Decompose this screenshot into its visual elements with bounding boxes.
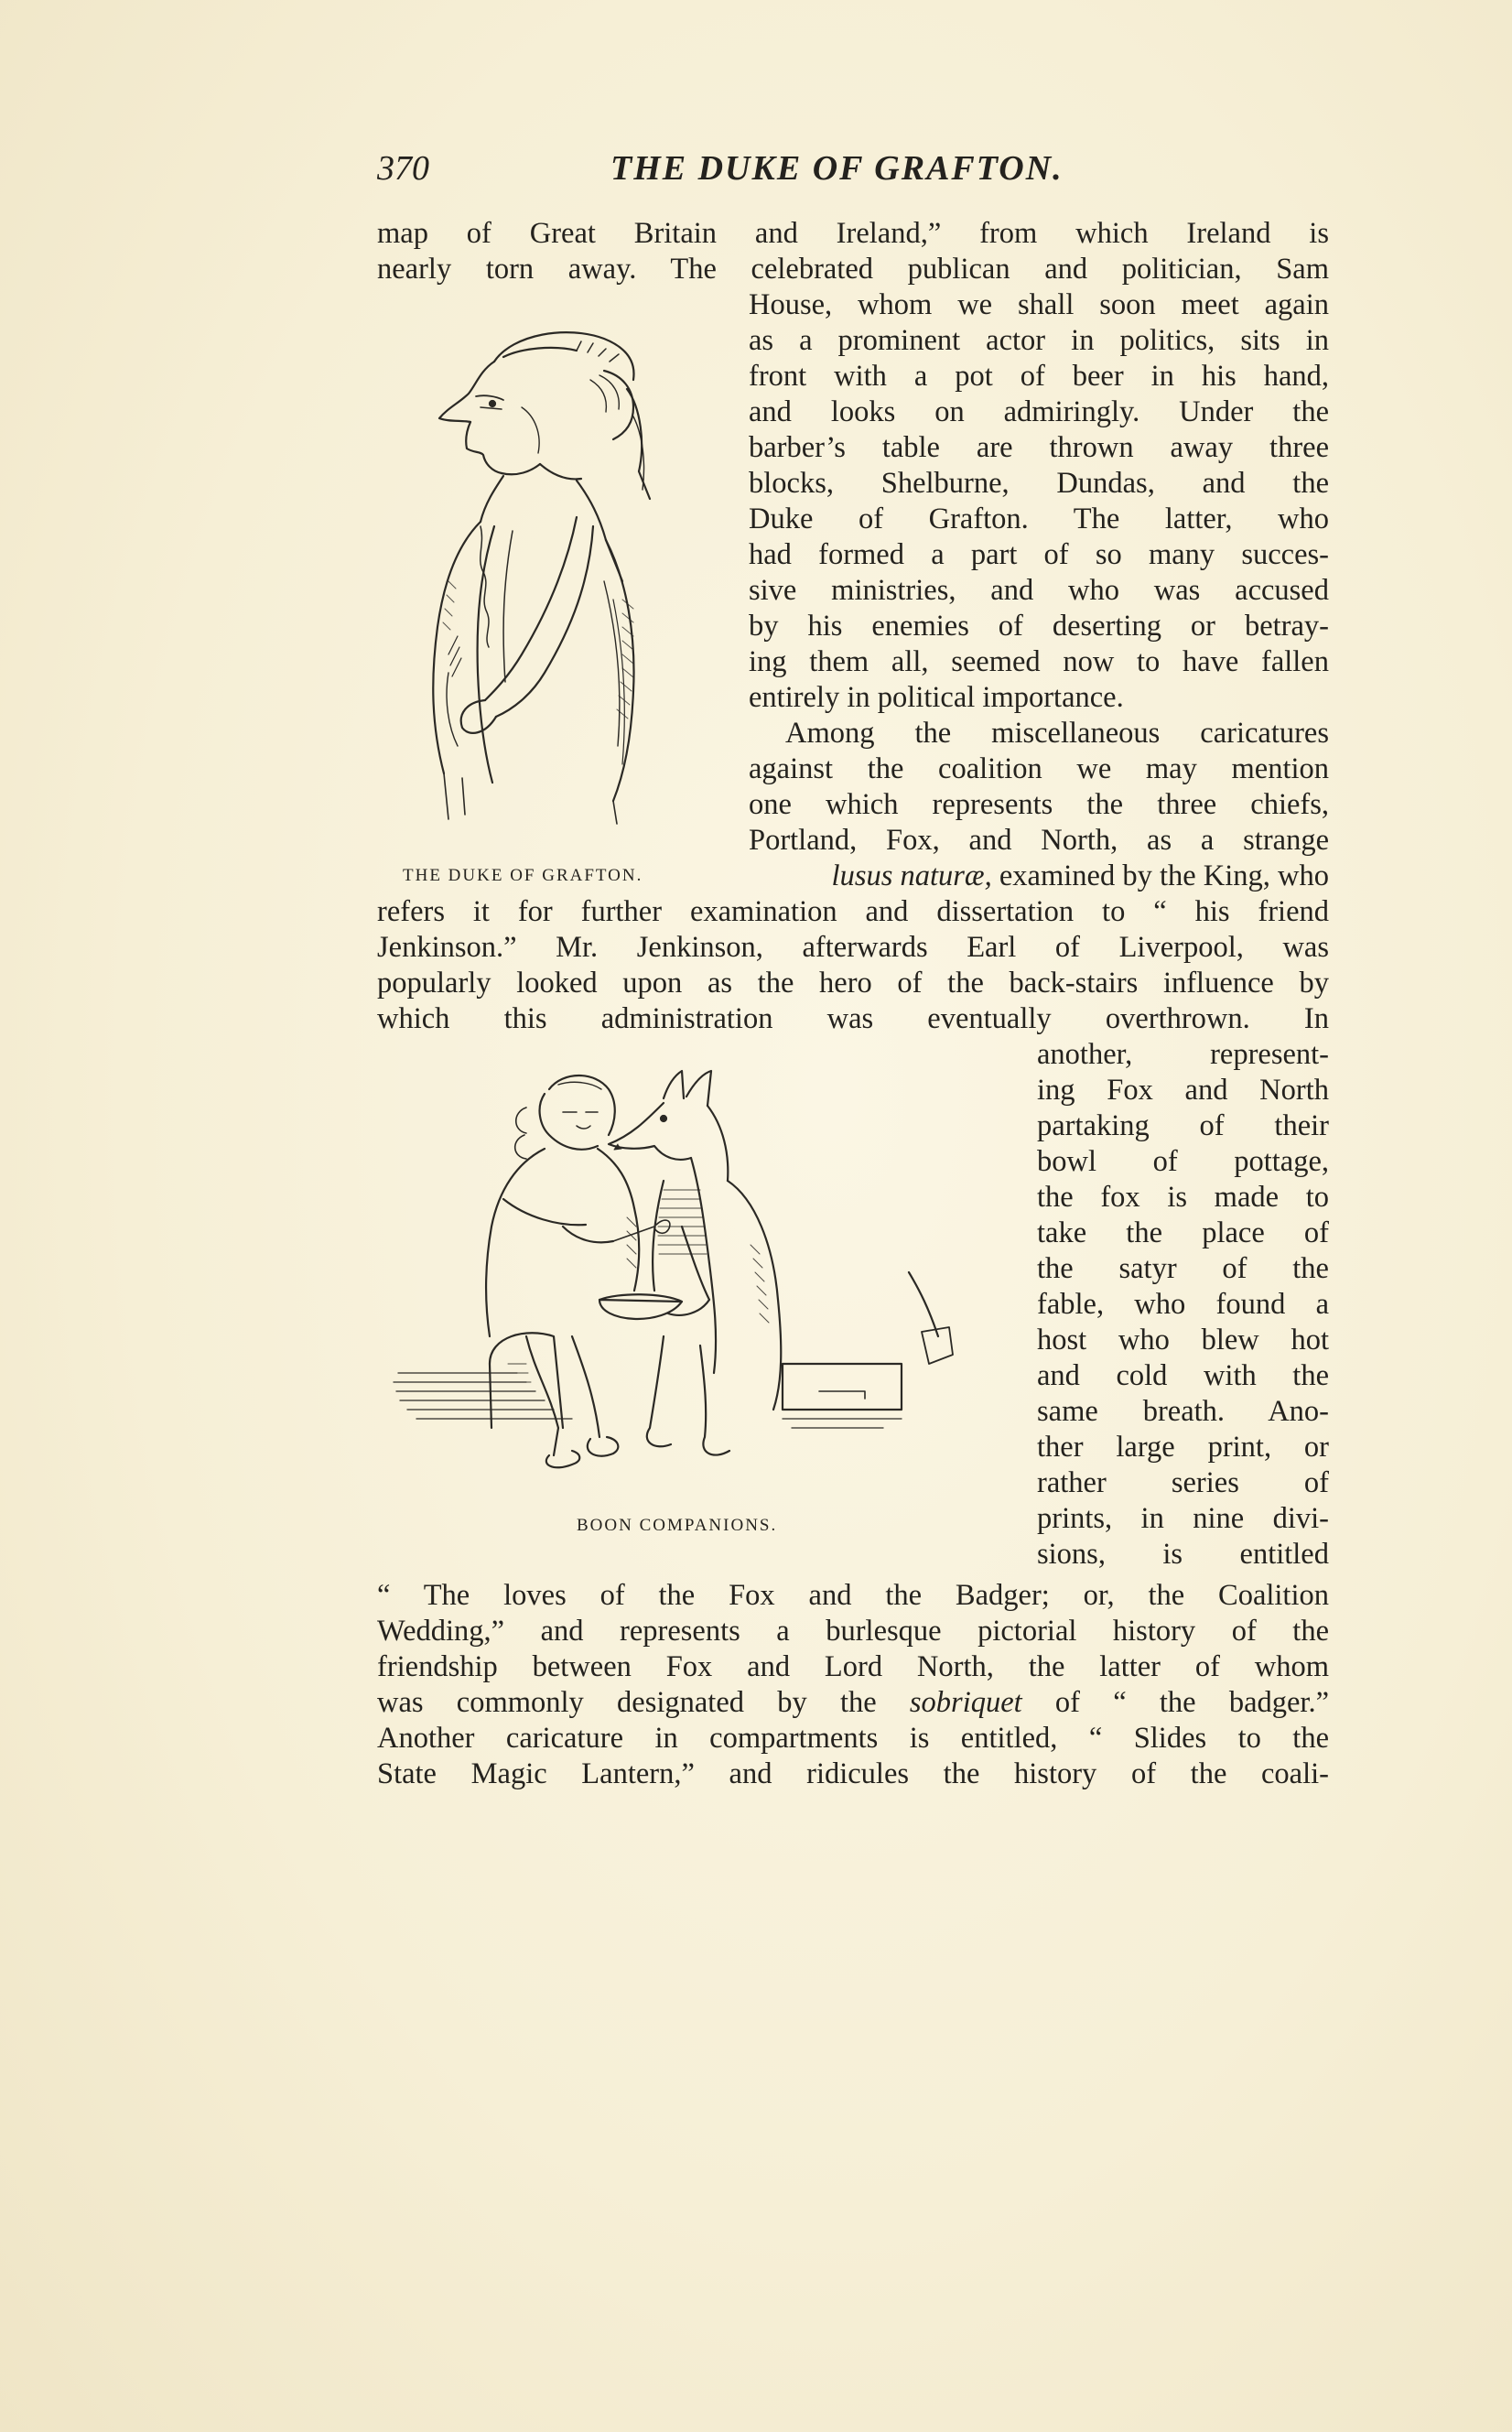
text-line: sions, is entitled	[1037, 1538, 1329, 1571]
text-line: Duke of Grafton. The latter, who	[749, 503, 1329, 535]
text-line: rather series of	[1037, 1466, 1329, 1499]
figure-caption-duke: THE DUKE OF GRAFTON.	[403, 866, 643, 885]
text-line: Wedding,” and represents a burlesque pictorial history of the	[377, 1615, 1329, 1648]
text-line: blocks, Shelburne, Dundas, and the	[749, 467, 1329, 500]
text-line: as a prominent actor in politics, sits in	[749, 324, 1329, 357]
text-line: one which represents the three chiefs,	[749, 788, 1329, 821]
text-line: entirely in political importance.	[749, 681, 1124, 714]
boon-companions-illustration	[389, 1062, 993, 1474]
page-header	[377, 148, 1329, 194]
text-line: and looks on admiringly. Under the	[749, 395, 1329, 428]
page-number: 370	[377, 149, 429, 188]
text-line: was commonly designated by the sobriquet of “ the badger.”	[377, 1686, 1329, 1719]
text-line: House, whom we shall soon meet again	[749, 288, 1329, 321]
text-line: which this administration was eventually overthrown. In	[377, 1002, 1329, 1035]
text-line: take the place of	[1037, 1216, 1329, 1249]
text-line: Among the miscellaneous caricatures	[785, 717, 1329, 750]
text-line: another, represent-	[1037, 1038, 1329, 1071]
text-line: barber’s table are thrown away three	[749, 431, 1329, 464]
text-line: the satyr of the	[1037, 1252, 1329, 1285]
text-line: lusus naturæ, examined by the King, who	[831, 859, 1329, 892]
text-line: fable, who found a	[1037, 1288, 1329, 1321]
text-line: nearly torn away. The celebrated publican and politician, Sam	[377, 253, 1329, 286]
text-line: Jenkinson.” Mr. Jenkinson, afterwards Earl of Liverpool, was	[377, 931, 1329, 964]
text-line: Portland, Fox, and North, as a strange	[749, 824, 1329, 857]
text-line: host who blew hot	[1037, 1324, 1329, 1357]
latin-phrase: lusus naturæ,	[831, 859, 992, 892]
text-line: friendship between Fox and Lord North, the latter of whom	[377, 1650, 1329, 1683]
text-line: popularly looked upon as the hero of the back-stairs influence by	[377, 967, 1329, 1000]
text-line: Another caricature in compartments is entitled, “ Slides to the	[377, 1722, 1329, 1755]
text-line: bowl of pottage,	[1037, 1145, 1329, 1178]
text-line: State Magic Lantern,” and ridicules the history of the coali-	[377, 1757, 1329, 1790]
text-line: and cold with the	[1037, 1359, 1329, 1392]
text-line: against the coalition we may mention	[749, 752, 1329, 785]
text-line: ing Fox and North	[1037, 1074, 1329, 1107]
text-line: sive ministries, and who was accused	[749, 574, 1329, 607]
running-title: THE DUKE OF GRAFTON.	[610, 149, 1064, 188]
text-line: ther large print, or	[1037, 1431, 1329, 1464]
italic-word: sobriquet	[909, 1686, 1022, 1719]
text-line: by his enemies of deserting or betray-	[749, 610, 1329, 643]
text-line: same breath. Ano-	[1037, 1395, 1329, 1428]
text-line: front with a pot of beer in his hand,	[749, 360, 1329, 393]
text-line: “ The loves of the Fox and the Badger; or, the Coalition	[377, 1579, 1329, 1612]
figure-caption-boon: BOON COMPANIONS.	[577, 1516, 778, 1535]
text-line: refers it for further examination and dissertation to “ his friend	[377, 895, 1329, 928]
text-line: prints, in nine divi-	[1037, 1502, 1329, 1535]
text-line: the fox is made to	[1037, 1181, 1329, 1214]
text-line: had formed a part of so many succes-	[749, 538, 1329, 571]
text-line: partaking of their	[1037, 1109, 1329, 1142]
duke-of-grafton-illustration	[394, 307, 696, 828]
text-line: ing them all, seemed now to have fallen	[749, 645, 1329, 678]
text-line: map of Great Britain and Ireland,” from which Ireland is	[377, 217, 1329, 250]
